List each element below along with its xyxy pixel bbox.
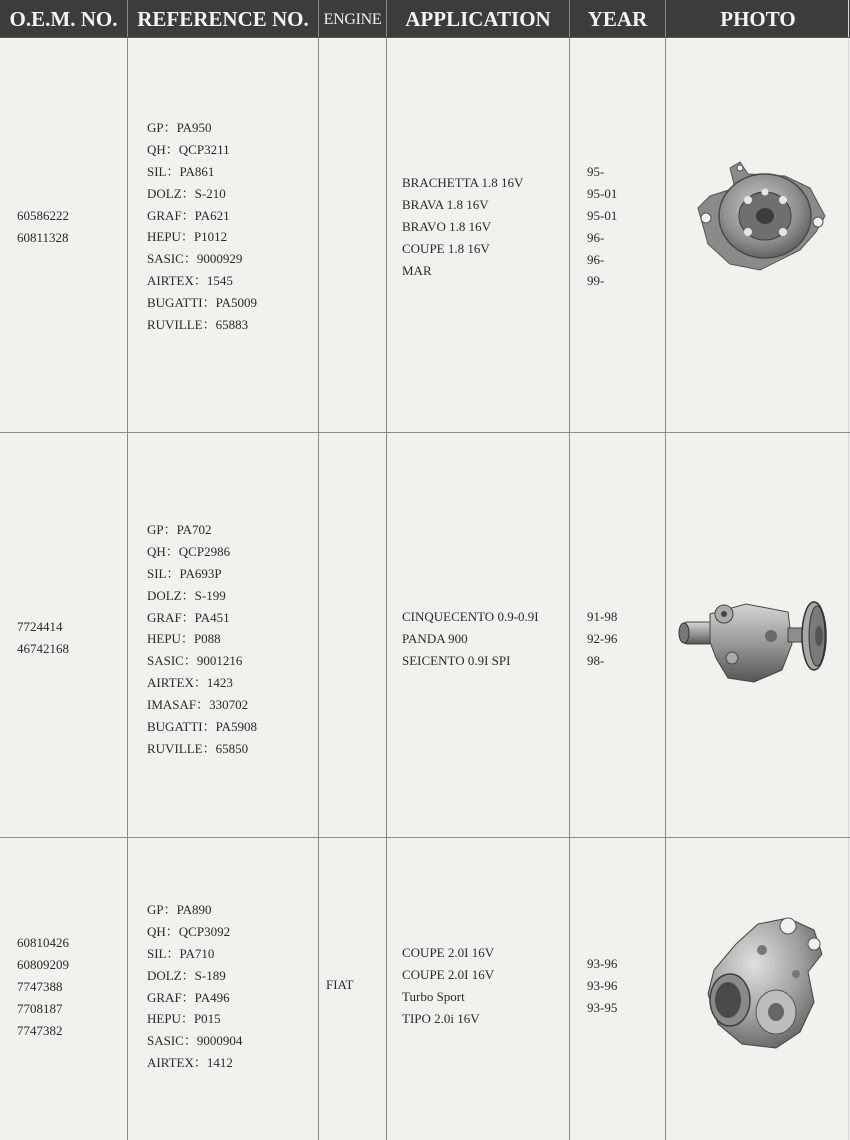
oem-number: 7708187 [17, 1000, 63, 1016]
reference-item: RUVILLE：65850 [147, 740, 249, 756]
reference-item: GP：PA702 [147, 522, 212, 537]
reference-item: HEPU：P1012 [147, 229, 228, 245]
application-item: MAR [402, 262, 432, 278]
reference-item: GP：PA890 [147, 902, 212, 917]
application-item: COUPE 2.0I 16V [402, 945, 495, 960]
reference-list [147, 899, 242, 1074]
reference-header: REFERENCE NO. [137, 7, 309, 31]
application-list [402, 942, 494, 1030]
reference-item: SASIC：9000904 [147, 1033, 243, 1049]
reference-item: RUVILLE：65883 [147, 317, 249, 333]
water-pump-round-flange-icon [690, 158, 830, 278]
water-pump-pulley-icon [676, 598, 834, 690]
year-item: 98- [587, 652, 605, 668]
reference-item: AIRTEX：1412 [147, 1055, 233, 1071]
year-item: 95-01 [587, 207, 618, 223]
application-item: Turbo Sport [402, 988, 465, 1004]
engine-header: ENGINE [323, 11, 382, 28]
year-list [587, 953, 617, 1019]
year-list [587, 606, 617, 672]
application-item: BRAVO 1.8 16V [402, 218, 491, 234]
engine-label: FIAT [326, 977, 354, 992]
reference-item: QH：QCP2986 [147, 543, 231, 559]
reference-item: GRAF：PA451 [147, 609, 230, 625]
reference-item: DOLZ：S-199 [147, 587, 226, 603]
oem-numbers [17, 205, 69, 249]
photo-header: PHOTO [720, 7, 796, 31]
year-item: 99- [587, 273, 605, 289]
reference-item: BUGATTI：PA5009 [147, 295, 258, 311]
reference-item: AIRTEX：1423 [147, 675, 233, 691]
reference-item: QH：QCP3211 [147, 141, 230, 157]
water-pump-housing-icon [696, 914, 828, 1052]
reference-item: SASIC：9001216 [147, 653, 243, 669]
reference-item: HEPU：P015 [147, 1011, 221, 1027]
reference-list [147, 519, 257, 760]
reference-list [147, 117, 257, 336]
oem-number: 60811328 [17, 229, 69, 245]
reference-item: SASIC：9000929 [147, 251, 243, 267]
oem-number: 60809209 [17, 956, 69, 972]
reference-item: GRAF：PA496 [147, 989, 230, 1005]
application-item: CINQUECENTO 0.9-0.9I [402, 609, 539, 624]
reference-item: SIL：PA710 [147, 945, 215, 961]
year-item: 93-96 [587, 956, 618, 971]
reference-item: GRAF：PA621 [147, 207, 230, 223]
reference-item: HEPU：P088 [147, 631, 221, 647]
application-item: COUPE 1.8 16V [402, 240, 490, 256]
year-item: 96- [587, 229, 605, 245]
year-item: 93-96 [587, 977, 618, 993]
reference-item: SIL：PA861 [147, 163, 215, 179]
application-header: APPLICATION [405, 7, 551, 31]
year-item: 95-01 [587, 185, 618, 201]
year-item: 93-95 [587, 999, 618, 1015]
reference-item: DOLZ：S-210 [147, 185, 226, 201]
oem-numbers [17, 932, 69, 1041]
oem-number: 7747382 [17, 1022, 63, 1038]
application-item: PANDA 900 [402, 630, 468, 646]
application-list [402, 172, 523, 281]
application-item: BRACHETTA 1.8 16V [402, 175, 524, 190]
application-item: COUPE 2.0I 16V [402, 966, 495, 982]
reference-item: DOLZ：S-189 [147, 967, 226, 983]
year-list [587, 161, 617, 292]
oem-number: 60586222 [17, 208, 69, 223]
year-item: 91-98 [587, 609, 618, 624]
application-item: BRAVA 1.8 16V [402, 196, 489, 212]
reference-item: GP：PA950 [147, 120, 212, 135]
year-item: 96- [587, 251, 605, 267]
year-item: 95- [587, 164, 605, 179]
reference-item: SIL：PA693P [147, 565, 222, 581]
oem-numbers [17, 616, 69, 660]
oem-header: O.E.M. NO. [9, 7, 118, 31]
application-item: SEICENTO 0.9I SPI [402, 652, 511, 668]
application-item: TIPO 2.0i 16V [402, 1010, 480, 1026]
oem-number: 7747388 [17, 978, 63, 994]
oem-number: 7724414 [17, 619, 63, 634]
year-header: YEAR [587, 7, 648, 31]
oem-number: 46742168 [17, 640, 69, 656]
reference-item: BUGATTI：PA5908 [147, 719, 258, 735]
year-item: 92-96 [587, 630, 618, 646]
reference-item: AIRTEX：1545 [147, 273, 233, 289]
reference-item: QH：QCP3092 [147, 923, 231, 939]
application-list [402, 606, 539, 672]
reference-item: IMASAF：330702 [147, 697, 249, 713]
oem-number: 60810426 [17, 935, 69, 950]
